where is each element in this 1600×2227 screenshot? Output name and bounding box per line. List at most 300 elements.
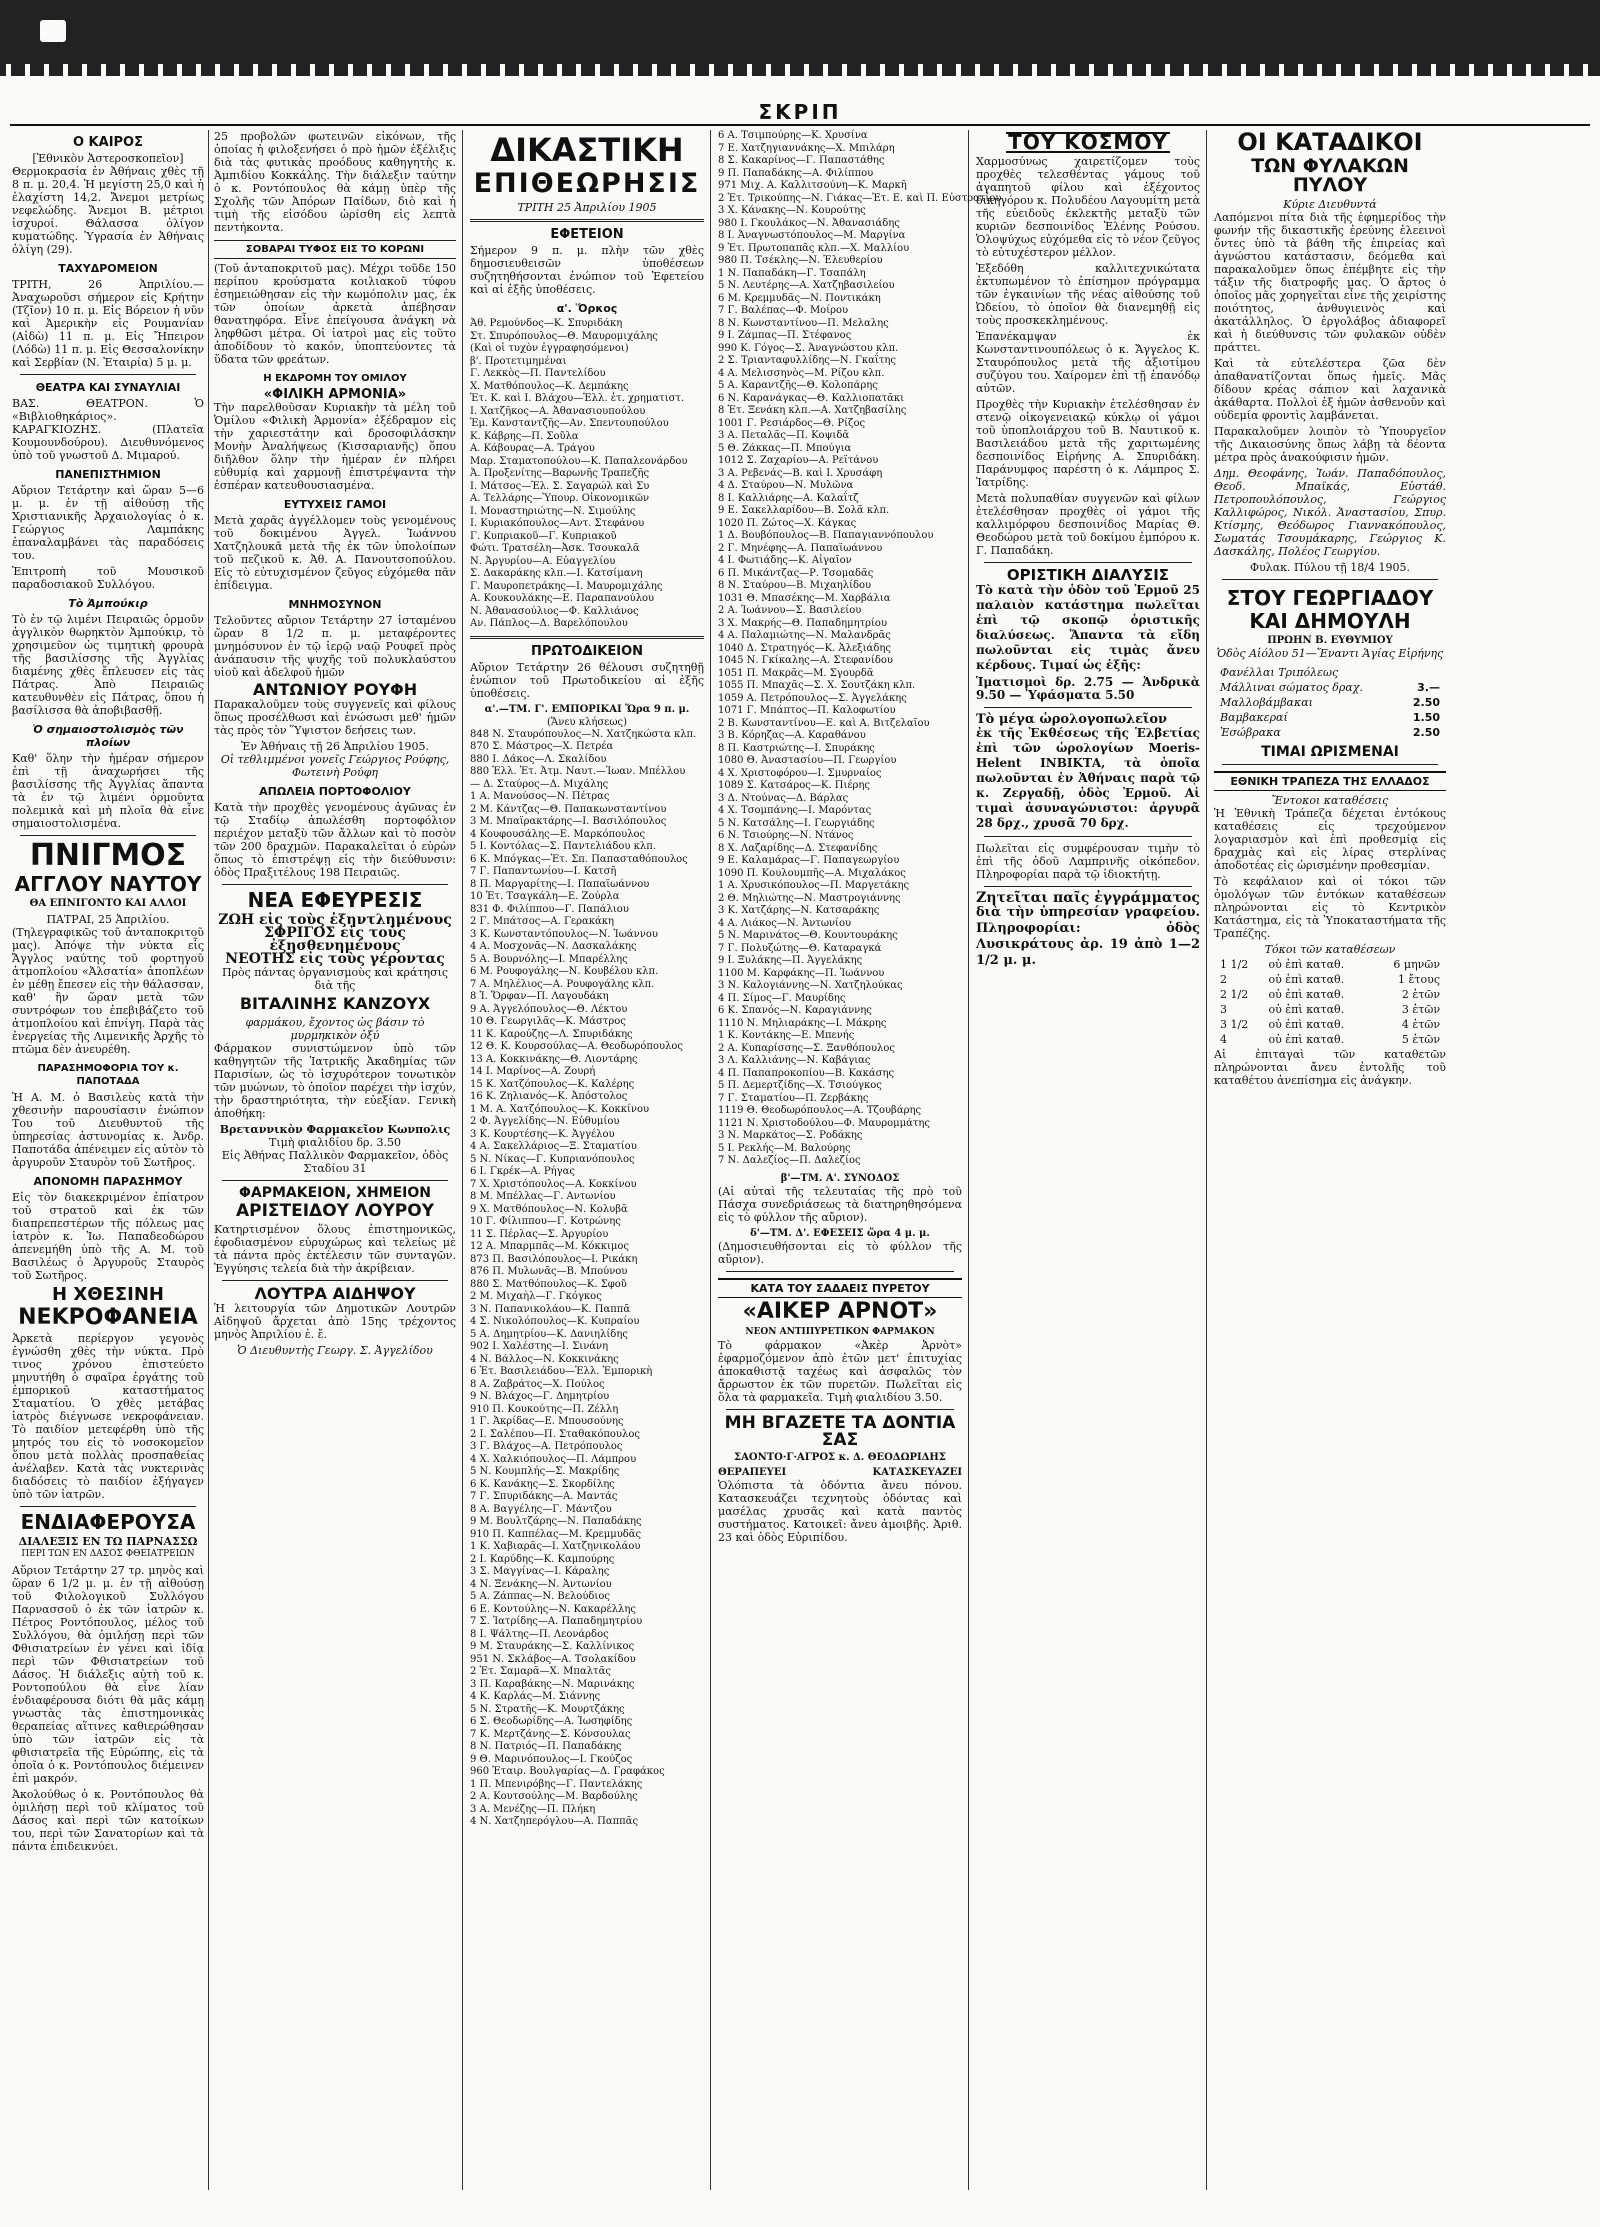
case-line: 9 Ι. Ξυλάκης—Π. Ἀγγελάκης (718, 955, 863, 966)
convicts-title: ΟΙ ΚΑΤΑΔΙΚΟΙ (1237, 128, 1423, 156)
case-line: 9 Χ. Ματθόπουλος—Ν. Κολυβᾶ (470, 1203, 628, 1215)
rate-label: 1 1/2 (1220, 958, 1249, 971)
invention-vigor: ΣΦΡΙΓΟΣ εἰς τοὺς ἐξησθενημένους (264, 925, 406, 954)
case-line: 5 Ν. Κατσάλης—Ι. Γεωργιάδης (718, 817, 875, 829)
case-line: (Καὶ οἱ τυχὸν ἐγγραφησόμενοι) (470, 343, 629, 354)
case-line: 10 Γ. Φίλιππου—Γ. Κοτρώνης (470, 1216, 621, 1227)
rate-text: οὐ ἐπὶ καταθ. (1268, 973, 1345, 986)
case-line: 8 Ι. Ἀναγνωστόπουλος—Μ. Μαργίνα (718, 230, 906, 241)
liquidation-text: Τὸ κατὰ τὴν ὁδὸν τοῦ Ἑρμοῦ 25 παλαιὸν κατάστημα πωλεῖται ἐπὶ τῷ σκοπῷ ὁριστικῆς διαλύσεως. Ἅπαντα τὰ εἴδη πωλοῦνται εἰς τιμὰς ἄνευ κέρδους. Τιμαί ὡς ἑξῆς: (976, 583, 1200, 672)
georgiadis-title-2: ΚΑΙ ΔΗΜΟΥΛΗ (1249, 609, 1411, 633)
case-line: Ι. Κυριακόπουλος—Αντ. Στεφάνου (470, 518, 645, 529)
case-line: 5 Ι. Ρεκλής—Μ. Βαλούρης (718, 1142, 851, 1154)
price-row (1216, 681, 1444, 694)
convicts-place: Φυλακ. Πύλου τῇ 18/4 1905. (1250, 561, 1410, 574)
case-line: 9 Ε. Καλαμάρας—Γ. Παπαγεωργίου (718, 855, 900, 866)
case-line: 1040 Δ. Στρατηγός—Κ. Ἀλεξιάδης (718, 642, 891, 654)
case-line: 5 Ν. Λευτέρης—Α. Χατζηβασιλείου (718, 280, 895, 291)
memorial-text-2: Παρακαλοῦμεν τοὺς συγγενεῖς καὶ φίλους ὅπως προσέλθωσι καὶ ἑνώσωσι μεθ' ἡμῶν τὰς πρὸς τὸν Ὕψιστον δεήσεις των. (214, 698, 456, 737)
bank-text-2: Τὸ κεφάλαιον καὶ οἱ τόκοι τῶν ὁμολόγων τῶν ἐντόκων καταθέσεων πληρώνονται εἰς τὸ Κεντρικὸν Κατάστημα, εἰς τὰ Ὑποκαταστήματα τῆς Τραπέζης. (1214, 875, 1446, 940)
case-line: 2 Ἐτ. Σαμαρᾶ—Χ. Μπαλτᾶς (470, 1666, 611, 1677)
baths-text: Ἡ λειτουργία τῶν Δημοτικῶν Λουτρῶν Αἰδηψοῦ ἄρχεται ἀπὸ 15ης τρέχοντος μηνὸς Ἀπριλίου ἐ. ἔ. (214, 1302, 456, 1341)
case-line: Ι. Χατζῆκος—Α. Ἀθανασιουπούλου (470, 405, 646, 417)
case-line: 4 Δ. Σταύρου—Ν. Μυλῶνα (718, 480, 854, 491)
post-title: ΤΑΧΥΔΡΟΜΕΙΟΝ (58, 262, 158, 275)
case-line: 8 Π. Καστριώτης—Ι. Σπυράκης (718, 742, 875, 754)
case-line: 7 Γ. Σταματίου—Π. Ζερβάκης (718, 1092, 869, 1104)
case-line: 4 Α. Σακελλάριος—Ξ. Σταματίου (470, 1141, 637, 1152)
theatre-title: ΘΕΑΤΡΑ ΚΑΙ ΣΥΝΑΥΛΙΑΙ (35, 381, 181, 394)
award-text: Εἰς τὸν διακεκριμένον ἐπίατρον τοῦ στρατοῦ καὶ ἐκ τῶν διαπρεπεστέρων τῆς πόλεως μας ἰατρὸν κ. Ἰω. Παπαδεοδώρου ἀπενεμήθη ὑπὸ τῆς Α. Μ. τοῦ Βασιλέως ὁ Ἀργυροῦς Σταυρὸς τοῦ Σωτῆρος. (12, 1191, 204, 1282)
case-line: 4 Π. Παπαπροκοπίου—Β. Κακάσης (718, 1067, 895, 1079)
excursion-subtitle: «ΦΙΛΙΚΗ ΑΡΜΟΝΙΑ» (263, 387, 407, 402)
case-line: 1 Π. Μπενιρόβης—Γ. Παντελάκης (470, 1778, 643, 1790)
pharmacy-name: ΑΡΙΣΤΕΙΔΟΥ ΛΟΥΡΟΥ (235, 1201, 435, 1221)
item-price: 2.50 (1412, 696, 1440, 709)
case-list-continued (718, 130, 1002, 1168)
memorial-signature: Οἱ τεθλιμμένοι γονεῖς Γεώργιος Ρούφης, Φωτεινὴ Ρούφη (220, 753, 450, 779)
case-line: 6 Π. Μικάντζας—Ρ. Τσομαδᾶς (718, 567, 874, 579)
item-name: Φανέλλαι Τριπόλεως (1220, 666, 1339, 679)
case-line: 8 Π. Μαργαρίτης—Ι. Παπαϊωάννου (470, 878, 650, 890)
case-line: 1121 Ν. Χριστοδούλου—Φ. Μαυρομμάτης (718, 1117, 930, 1129)
case-line: 8 Ἐτ. Ξενάκη κλπ.—Α. Χατζηβασίλης (718, 405, 907, 416)
case-line: 1 Κ. Κοντάκης—Ε. Μπενής (718, 1030, 855, 1041)
case-line: 3 Α. Πεταλᾶς—Π. Κοψιδᾶ (718, 430, 850, 441)
case-line: 9 Μ. Βουλτζάρης—Ν. Παπαδάκης (470, 1516, 642, 1527)
case-line: — Δ. Σταύρος—Δ. Μιχάλης (470, 778, 609, 790)
society-text-5: Μετὰ πολυπαθίαν συγγενῶν καὶ φίλων ἐτελέσθησαν προχθὲς οἱ γάμοι τῆς καλλιμόρφου δεσποινίδος Μαρίας Θ. Θεοδώρου μετὰ τοῦ δοκίμου ἐμπόρου κ. Γ. Παπαδάκη. (976, 492, 1200, 557)
rates-title: Τόκοι τῶν καταθέσεων (1264, 943, 1396, 956)
case-line: Μαρ. Σταματοπούλου—Κ. Παπαλεονάρδου (470, 455, 688, 467)
case-line: Αν. Πάπλος—Δ. Βαρελόπουλου (470, 618, 628, 629)
decoration-title: ΠΑΡΑΣΗΜΟΦΟΡΙΑ ΤΟΥ κ. ΠΑΠΟΤΑΔΑ (37, 1063, 179, 1087)
appeals-text: (Δημοσιευθήσονται εἰς τὸ φύλλον τῆς αὔριον). (718, 1239, 962, 1266)
case-line: 4 Ι. Φωτιάδης—Κ. Αἰγαῖον (718, 555, 852, 566)
item-name: Βαμβακεραί (1220, 711, 1288, 724)
rate-row (1216, 1033, 1444, 1046)
scan-dark-border (0, 0, 1600, 70)
case-line: 971 Μιχ. Α. Καλλιτσούνη—Κ. Μαρκῆ (718, 180, 907, 191)
drowning-dateline: ΠΑΤΡΑΙ, 25 Ἀπριλίου. (46, 913, 170, 926)
case-line: 11 Κ. Καρούζης—Λ. Σπυριδάκης (470, 1028, 633, 1040)
case-line: 5 Α. Δημητρίου—Κ. Δανιηλίδης (470, 1328, 628, 1340)
society-title: ΤΟΥ ΚΟΣΜΟΥ (1006, 132, 1170, 153)
case-line: 2 Γ. Μπάτσος—Α. Γερακάκη (470, 916, 614, 927)
case-line: 6 Μ. Κρεμμυδᾶς—Ν. Ποντικάκη (718, 292, 881, 304)
society-text-3: Ἐπανέκαμψαν ἐκ Κωνσταντινουπόλεως ὁ κ. Ἄγγελος Κ. Σταυρόπουλος μετὰ τῆς ἀξιοτίμου συζύγου του. Χαίρομεν ἐπὶ τῇ ἐπανόδῳ αὐτῶν. (976, 330, 1200, 395)
item-price: 3.— (1417, 681, 1440, 694)
convicts-greeting: Κύριε Διευθυντά (1283, 198, 1377, 211)
case-line: 1031 Θ. Μπασέκης—Μ. Χαρβάλια (718, 592, 891, 604)
case-line: 910 Π. Καππέλας—Μ. Κρεμμυδᾶς (470, 1528, 642, 1540)
case-line: 902 Ι. Χαλέστης—Ι. Σινάνη (470, 1341, 609, 1352)
drowning-headline: ΠΝΙΓΜΟΣ (29, 838, 187, 873)
case-line: 7 Γ. Παπαντωνίου—Ι. Κατσῆ (470, 866, 617, 877)
society-text-2: Ἐξεδόθη καλλιτεχνικώτατα ἐκτυπωμένον τὸ ἐπίσημον πρόγραμμα τῶν ἐγκαινίων τῆς νέας αἰθούσης τοῦ Ὠδείου, τὸ ὁποῖον θὰ διανεμηθῇ εἰς τοὺς προσκεκλημένους. (976, 262, 1200, 327)
item-price: 2.50 (1412, 726, 1440, 739)
fixed-prices: ΤΙΜΑΙ ΩΡΙΣΜΕΝΑΙ (1261, 744, 1399, 760)
case-line: 5 Ν. Μαρινάτος—Θ. Κουντουράκης (718, 930, 898, 941)
rate-row (1216, 988, 1444, 1001)
case-line: 1051 Π. Μακρᾶς—Μ. Σγουρδᾶ (718, 667, 874, 679)
case-line: 8 Ἰ. Ὅρφαν—Π. Λαγουδάκη (470, 991, 609, 1002)
case-line: 6 Ε. Κοντούλης—Ν. Κακαρέλλης (470, 1603, 636, 1615)
case-line: 12 Α. Μπαρμπᾶς—Μ. Κόκκιμος (470, 1241, 629, 1252)
rate-term: 6 μηνῶν (1393, 958, 1440, 971)
commercial-note: (Ἄνευ κλήσεως) (547, 716, 627, 728)
case-line: 6 Σ. Θεοδωρίδης—Α. Ἰωσηφίδης (470, 1716, 633, 1727)
vitaline-store: Βρεταννικὸν Φαρμακεῖον Κωνπολις (219, 1123, 451, 1136)
case-line: Ι. Μοναστηριώτης—Ν. Σιμούλης (470, 505, 636, 517)
invention-youth: ΝΕΟΤΗΣ εἰς τοὺς γέροντας (225, 951, 445, 967)
rate-label: 3 (1220, 1003, 1227, 1016)
case-line: 5 Π. Δεμερτζίδης—Χ. Τσιούγκος (718, 1080, 882, 1091)
rate-row (1216, 958, 1444, 971)
case-line: 4 Χ. Χαλκιόπουλος—Π. Λάμπρου (470, 1453, 637, 1465)
case-line: 2 Μ. Κάντζας—Θ. Παπακωνσταντίνου (470, 803, 667, 815)
rate-label: 2 1/2 (1220, 988, 1249, 1001)
case-line: 951 Ν. Σκλάβος—Α. Τσολακίδου (470, 1653, 636, 1665)
rate-row (1216, 973, 1444, 986)
ampoukir-title: Τὸ Ἀμπούκιρ (68, 597, 148, 610)
case-line: 1 Γ. Ἀκρίδας—Ε. Μπουσούνης (470, 1416, 624, 1427)
commercial-section: α'.—ΤΜ. Γ'. ΕΜΠΟΡΙΚΑΙ Ὥρα 9 π. μ. (484, 703, 690, 715)
case-line: 980 Π. Τσέκλης—Ν. Ἐλευθερίου (718, 255, 883, 266)
drowning-subhead-2: ΘΑ ΕΠΝΙΓΟΝΤΟ ΚΑΙ ΑΛΛΟΙ (29, 898, 187, 909)
vitaline-address: Εἰς Ἀθήνας Παλλικὸν Φαρμακεῖον, ὁδὸς Σταδίου 31 (221, 1149, 449, 1175)
column-1 (12, 130, 204, 2200)
column-3 (470, 130, 704, 2200)
sale-text: Πωλεῖται εἰς συμφέρουσαν τιμὴν τὸ ἐπὶ τῆς ὁδοῦ Λαμπρινῆς οἰκόπεδον. Πληροφορίαι παρὰ τῷ ἰδιοκτήτῃ. (976, 842, 1200, 881)
georgiadis-title: ΣΤΟΥ ΓΕΩΡΓΙΑΔΟΥ (1226, 586, 1434, 610)
case-line: Α. Τελλάρης—Ὑπουρ. Οἰκονομικῶν (470, 493, 650, 504)
case-line: 16 Κ. Ζηλιανός—Κ. Ἀπόστολος (470, 1091, 628, 1102)
case-line: 8 Χ. Λαζαρίδης—Δ. Στεφανίδης (718, 842, 878, 854)
case-line: 3 Α. Ρεβενάς—Β. καὶ Ι. Χρυσάφη (718, 467, 883, 479)
case-line: 1071 Γ. Μπάπτος—Π. Καλοφωτίου (718, 705, 896, 716)
teeth-title: ΜΗ ΒΓΑΖΕΤΕ ΤΑ ΔΟΝΤΙΑ ΣΑΣ (724, 1412, 956, 1450)
case-line: 4 Χ. Τσομπάνης—Ι. Μαρόντας (718, 805, 872, 816)
case-line: 2 Φ. Ἀγγελίδης—Ν. Εὐθυμίου (470, 1116, 620, 1127)
typhus-text: (Τοῦ ἀνταποκριτοῦ μας). Μέχρι τοῦδε 150 περίπου κρούσματα κοιλιακοῦ τύφου ἐσημειώθησαν εἰς τὴν κωμόπολιν μας, ἐκ τῶν ὁποίων ἀρκετὰ ἀπέβησαν θανατηφόρα. Εἶνε ἐπείγουσα ἀνάγκη νὰ ληφθῶσι μέτρα. Οἱ ἰατροὶ μας εἰς τοῦτο ἀποδίδουν τὸ κακόν, ὑποπτεύοντες τὰ ὕδατα τῶν φρεάτων. (214, 262, 456, 366)
case-line: 3 Λ. Καλλιάνης—Ν. Καβάγιας (718, 1055, 871, 1066)
liquidation-prices: Ἱματισμοὶ δρ. 2.75 — Ἀνδρικὰ 9.50 — Ὑφάσματα 5.50 (976, 675, 1200, 702)
case-line: 4 Α. Μελισσηνὸς—Μ. Ρίζου κλπ. (718, 367, 885, 379)
rate-text: οὐ ἐπὶ καταθ. (1268, 988, 1345, 1001)
case-line: Ν. Ἀργυρίου—Α. Εὐαγγελίου (470, 555, 616, 567)
case-line: 1012 Σ. Ζαχαρίου—Α. Ρεϊτάνου (718, 455, 879, 466)
convicts-text-2: Καὶ τὰ εὐτελέστερα ζῶα δὲν ἀπαθανατίζονται ὅπως ἡμεῖς. Μᾶς δίδουν κρέας σάπιον καὶ λαχανικὰ ἀκάθαρτα. Πολλοὶ ἐξ ἡμῶν ἀσθενοῦν καὶ οὐδεμία φροντὶς λαμβάνεται. (1214, 357, 1446, 422)
pharmacy-title: ΦΑΡΜΑΚΕΙΟΝ, ΧΗΜΕΙΟΝ (238, 1185, 432, 1201)
case-line: 2 Ἐτ. Τρικούπης—Ν. Γιάκας—Ἐτ. Ε. καὶ Π. Εὐστρατίου (718, 192, 1002, 204)
case-line: 6 Ν. Καρανάγκας—Θ. Καλλιοπατᾶκι (718, 392, 905, 404)
society-text-4: Προχθὲς τὴν Κυριακὴν ἐτελέσθησαν ἐν στενῷ οἰκογενειακῷ κύκλῳ οἱ γάμοι τοῦ ὑποπλοιάρχου τοῦ Β. Ναυτικοῦ κ. Βασιλειάδου μετὰ τῆς χαριτωμένης δεσποινίδος Εἰρήνης Α. Σπυριδάκη. Παράνυμφος παρέστη ὁ κ. Λάμπρος Σ. Ἰατρίδης. (976, 398, 1200, 489)
synod-text: (Αἱ αὐταὶ τῆς τελευταίας τῆς πρὸ τοῦ Πάσχα συνεδριάσεως τὰ διατηρηθησόμενα εἰς τὸ φύλλον τῆς αὔριον). (718, 1184, 962, 1224)
vitaline-subtitle: φαρμάκου, ἔχοντος ὡς βάσιν τὸ μυρμηκικὸν ὀξύ (245, 1016, 425, 1042)
lecture-continued: 25 προβολῶν φωτεινῶν εἰκόνων, τῆς ὁποίας ἡ φιλοξενήσει ὁ πρὸ ἡμῶν ἐξέλιξις διὰ τὰς φυτικὰς προόδους καθηγητὴς κ. Ἀμπιδίου Κοκκάλης. Τὴν διάλεξιν ταύτην ὁ κ. Ροντόπουλος θὰ κάμῃ ὑπὲρ τῆς Σχολῆς τῶν Ἀπόρων Παίδων, διὸ καὶ ἡ τιμὴ τῆς εἰσόδου ὡρίσθη εἰς λεπτὰ πεντήκοντα. (214, 130, 456, 234)
case-line: 7 Σ. Ἰατρίδης—Α. Παπαδημητρίου (470, 1616, 643, 1627)
makes-label: ΚΑΤΑΣΚΕΥΑΖΕΙ (872, 1466, 962, 1478)
case-line: 880 Ἑλλ. Ἐτ. Ἀτμ. Ναυτ.—Ἰωαν. Μπέλλου (470, 766, 686, 777)
music-note: Ἐπιτροπὴ τοῦ Μουσικοῦ παραδοσιακοῦ Συλλόγου. (12, 565, 204, 591)
vitaline-name: ΒΙΤΑΛΙΝΗΣ ΚΑΝΖΟΥΧ (239, 994, 431, 1013)
vitaline-price: Τιμὴ φιαλιδίου δρ. 3.50 (269, 1136, 401, 1149)
drowning-subhead: ΑΓΓΛΟΥ ΝΑΥΤΟΥ (14, 872, 202, 896)
case-line: 5 Ν. Κουμπλής—Σ. Μακρίδης (470, 1466, 620, 1477)
case-line: 876 Π. Μυλωνᾶς—Β. Μπούνου (470, 1266, 628, 1277)
case-line: 4 Κ. Καρλάς—Μ. Σιάννης (470, 1691, 601, 1702)
case-line: 1 Δ. Βουβόπουλος—Β. Παπαγιαννόπουλου (718, 530, 934, 541)
column-4 (718, 130, 1002, 2200)
case-line: 13 Α. Κοκκινάκης—Θ. Λιοντάρης (470, 1053, 638, 1065)
case-line: Α. Κάβουρας—Α. Τράγου (470, 443, 595, 454)
case-line: Στ. Σπυρόπουλος—Θ. Μαυρομιχάλης (470, 330, 658, 342)
interesting-title: ΕΝΔΙΑΦΕΡΟΥΣΑ (20, 1510, 196, 1534)
oath-heading: α'. Ὅρκος (556, 302, 618, 315)
case-line: 3 Κ. Κωνσταντόπουλος—Ν. Ἰωάννου (470, 928, 658, 940)
case-line: 2 Θ. Μηλιώτης—Ν. Μαστρογιάννης (718, 892, 901, 904)
case-line: Κ. Κάβρης—Π. Σοῦλα (470, 430, 579, 442)
case-line: 960 Ἐταιρ. Βουλγαρίας—Δ. Γραφάκος (470, 1766, 665, 1777)
case-line: 9 Ν. Βλάχος—Γ. Δημητρίου (470, 1391, 610, 1402)
case-line: 8 Ν. Κωνσταντίνου—Π. Μελαλης (718, 317, 889, 329)
case-line: 1055 Π. Μπαχᾶς—Σ. Χ. Σουτζάκη κλπ. (718, 680, 916, 691)
item-name: Μάλλιναι σώματος δραχ. (1220, 681, 1363, 694)
case-line: 1 Ν. Παπαδάκη—Γ. Τσαπάλη (718, 267, 866, 279)
case-line: 3 Χ. Μακρής—Θ. Παπαδημητρίου (718, 617, 888, 629)
bank-footer: Αἱ ἐπιταγαὶ τῶν καταθετῶν πληρώνονται ἄνευ ἐντολῆς τοῦ καταθέτου ἀνεπίσημα εἰς ἀνάγκην. (1214, 1048, 1446, 1087)
rate-text: οὐ ἐπὶ καταθ. (1268, 958, 1345, 971)
case-line: 8 Ι. Καλλιάρης—Α. Καλαΐτζ (718, 492, 859, 504)
case-line: 870 Σ. Μάστρος—Χ. Πετρέα (470, 741, 614, 752)
akker-arnot-name: «ΑΙΚΕΡ ΑΡΝΟΤ» (742, 1298, 938, 1324)
lecture-text: Αὔριον Τετάρτην 27 τρ. μηνὸς καὶ ὥραν 6 1/2 μ. μ. ἐν τῇ αἰθούσῃ τοῦ Φιλολογικοῦ Συλλόγου Παρνασσοῦ ὁ ἐκ τῶν ἰατρῶν κ. Πέτρος Ροντόπουλος, μέλος τοῦ Συλλόγου, θὰ ὁμιλήσῃ περὶ τῶν Φθισιατρείων ἐν γένει καὶ ἰδίᾳ περὶ τῶν Φθισιατρείων τοῦ Δάσος. Ἡ διάλεξις αὐτὴ τοῦ κ. Ροντοπούλου θὰ εἶνε λίαν ἐνδιαφέρουσα διότι θὰ μᾶς κάμῃ γνωστὰς τὰς ἐπιστημονικὰς θεραπείας αἵτινες καθιερώθησαν ὑπὸ τῶν ἰατρῶν εἰς τὰ φθισιατρεῖα τῆς Εὐρώπης, εἰς τὰ ὁποῖα ὁ κ. Ροντόπουλος διέμεινεν ἐπὶ μακρόν. (12, 1564, 204, 1785)
case-line: 1100 Μ. Καρφάκης—Π. Ἰωάννου (718, 967, 885, 979)
yesterday-title: Η ΧΘΕΣΙΝΗ (52, 1284, 164, 1305)
case-line: 880 Ι. Δάκος—Λ. Σκαλίδου (470, 753, 607, 765)
case-line: 4 Α. Λιάκος—Ν. Ἀντωνίου (718, 917, 852, 929)
case-line: Ι. Μάτσος—Ἐλ. Σ. Σαγαρώλ καὶ Συ (470, 480, 650, 492)
case-line: 3 Α. Μενέζης—Π. Πλήκη (470, 1803, 596, 1815)
flags-text: Καθ' ὅλην τὴν ἡμέραν σήμερον ἐπὶ τῇ ἀναχωρήσει τῆς βασιλίσσης τῆς Ἀγγλίας ἅπαντα τὰ ἐν τῷ λιμένι ὁρμοῦντα πολεμικὰ καὶ μὴ πλοῖα θὰ εἶνε σημαιοστολισμένα. (12, 752, 204, 830)
weddings-text: Μετὰ χαρᾶς ἀγγέλλομεν τοὺς γενομένους τοῦ δοκιμένου Ἀγγελ. Ἰωάννου Χατζηλουκᾶ μετὰ τῆς ἐκ τῶν ὑπολοίπων τοῦ πεζικοῦ κ. Ἀθ. Α. Πανουτσοπούλου. Εἰς τὸ εὐτυχισμένον ζεῦγος εὐχόμεθα πᾶν ἐπίδειγμα. (214, 514, 456, 592)
baths-signature: Ὁ Διευθυντὴς Γεωργ. Σ. Ἀγγελίδου (237, 1344, 433, 1357)
invention-title: ΝΕΑ ΕΦΕΥΡΕΣΙΣ (247, 888, 423, 912)
bank-text-1: Ἡ Ἐθνικὴ Τράπεζα δέχεται ἐντόκους καταθέσεις εἰς τρεχούμενον λογαριασμὸν καὶ ἐπὶ προθεσμίᾳ εἰς δραχμὰς καὶ εἰς λίρας στερλίνας ἀποδοτέας εἰς ὡρισμένην προθεσμίαν. (1214, 807, 1446, 872)
case-line: 3 Γ. Βλάχος—Α. Πετρόπουλος (470, 1441, 623, 1452)
rate-label: 2 (1220, 973, 1227, 986)
case-line: 7 Ε. Χατζηγιαννάκης—Χ. Μπιλάρη (718, 142, 895, 154)
case-line: 3 Π. Καραβάκης—Ν. Μαρινάκης (470, 1678, 635, 1690)
award-title: ΑΠΟΝΟΜΗ ΠΑΡΑΣΗΜΟΥ (33, 1175, 183, 1188)
apparent-death-headline: ΝΕΚΡΟΦΑΝΕΙΑ (18, 1305, 198, 1330)
case-line: 8 Α. Ζαβράτος—Χ. Πούλος (470, 1378, 605, 1390)
item-price: 1.50 (1412, 711, 1440, 724)
case-line: 9 Μ. Σταυράκης—Σ. Καλλίνικος (470, 1641, 635, 1652)
case-line: 1080 Θ. Ἀναστασίου—Π. Γεωργίου (718, 755, 897, 766)
case-line: 15 Κ. Χατζόπουλος—Κ. Καλέρης (470, 1078, 635, 1090)
case-line: 3 Μ. Μπαϊρακτάρης—Ι. Βασιλόπουλος (470, 816, 667, 827)
excursion-text: Τὴν παρελθοῦσαν Κυριακὴν τὰ μέλη τοῦ Ὁμίλου «Φιλικὴ Ἁρμονία» ἐξέδραμον εἰς τὴν χαριεστάτην καὶ δροσοφιλάσκην Μονὴν Ἀναλήψεως (Κισσαριανῆς) ὅπου διῆλθον ὅλην τὴν ἡμέραν ἐν πλήρει εὐθυμίᾳ καὶ χαρμονῇ ἐπιστρέψαντα τὴν ἑσπέραν κατευθουσιασμένα. (214, 401, 456, 492)
case-line: 8 Σ. Κακαρίνος—Γ. Παπαστάθης (718, 155, 885, 166)
decoration-text: Ἡ Α. Μ. ὁ Βασιλεὺς κατὰ τὴν χθεσινὴν παρουσίασιν ἐνώπιον Του τοῦ Διευθυντοῦ τῆς ὑπηρεσίας ἀστυνομίας κ. Ἀνδρ. Παποτάδα ἀπένειμεν εἰς αὐτὸν τὸ ἀργυροῦν Σταυρὸν τοῦ Σωτῆρος. (12, 1091, 204, 1169)
case-line: Φώτι. Τρατσέλη—Ἀσκ. Τσουκαλᾶ (470, 543, 640, 554)
case-line: 5 Ι. Κοντόλας—Σ. Παντελιάδου κλπ. (470, 841, 657, 852)
case-line: 6 Μ. Ρουφογάλης—Ν. Κουβέλου κλπ. (470, 966, 659, 977)
bank-subtitle: Ἔντοκοι καταθέσεις (1271, 794, 1389, 807)
court-review-title: ΔΙΚΑΣΤΙΚΗ (490, 131, 684, 169)
georgiadis-former: ΠΡΩΗΝ Β. ΕΥΘΥΜΙΟΥ (1267, 635, 1393, 646)
flags-title: Ὁ σημαιοστολισμὸς τῶν πλοίων (32, 723, 184, 749)
convicts-subtitle: ΤΩΝ ΦΥΛΑΚΩΝ ΠΥΛΟΥ (1251, 155, 1409, 196)
case-line: 5 Α. Βουρνόλης—Ι. Μπαρέλλης (470, 953, 628, 965)
case-line: 3 Δ. Ντούνας—Δ. Βάρλας (718, 792, 849, 804)
first-instance-case-list (470, 729, 704, 1829)
case-line: 3 Ν. Μαρκάτος—Σ. Ροδάκης (718, 1130, 863, 1141)
case-line: 9 Θ. Μαρινόπουλος—Ι. Γκούζος (470, 1753, 633, 1765)
appeals-title: δ'—ΤΜ. Δ'. ΕΦΕΣΕΙΣ ὥρα 4 μ. μ. (750, 1227, 930, 1239)
case-line: 5 Α. Καραντζῆς—Θ. Κολοπάρης (718, 380, 878, 391)
case-line: Γ. Λεκκὸς—Π. Παντελίδου (470, 368, 606, 379)
typhus-title: ΣΟΒΑΡΑΙ ΤΥΦΟΣ ΕΙΣ ΤΟ ΚΟΡΩΝΙ (214, 240, 456, 259)
case-line: 3 Β. Κόρηζας—Α. Καραθάνου (718, 730, 866, 741)
case-line: 1 Α. Χρυσικόπουλος—Π. Μαργετάκης (718, 880, 910, 891)
dentist-name: ΣΑΟΝΤΟ·Γ·ΑΓΡΟΣ κ. Δ. ΘΕΟΔΩΡΙΔΗΣ (734, 1451, 946, 1463)
item-name: Μαλλοβάμβακαι (1220, 696, 1313, 709)
court-review-title-2: ΕΠΙΘΕΩΡΗΣΙΣ (473, 168, 701, 199)
case-line: 990 Κ. Γόγος—Σ. Ἀναγνώστου κλπ. (718, 342, 899, 354)
case-line: 7 Γ. Σπυριδάκης—Α. Μαντάς (470, 1491, 618, 1502)
case-line: 3 Ν. Καλογιάννης—Ν. Χατζηλούκας (718, 980, 903, 991)
post-text: ΤΡΙΤΗ, 26 Ἀπριλίου.—Ἀναχωροῦσι σήμερον εἰς Κρήτην (Τζῖον) 10 π. μ. Εἰς Βόρειον ἡ νῦν καὶ Ἀμερικὴν εἰς Ρουμανίαν (Αἰδὼ) 11 π. μ. Εἰς Ἤπειρον (Λόδὼ) 11 π. μ. Εἰς Θεσσαλονίκην καὶ Σερβίαν (Ν. Ἐταιρία) 5 μ. μ. (12, 278, 205, 369)
treats-label: ΘΕΡΑΠΕΥΕΙ (718, 1466, 787, 1478)
weather-subtitle: [Ἐθνικὸν Ἀστεροσκοπεῖον] (32, 152, 184, 165)
case-line: 5 Α. Ζάππας—Ν. Βελούδιος (470, 1591, 610, 1602)
case-line: 6 Κ. Σπανός—Ν. Καραγιάννης (718, 1005, 872, 1016)
theatre-text: ΒΑΣ. ΘΕΑΤΡΟΝ. Ὁ «Βιβλιοθηκάριος». ΚΑΡΑΓΚΙΟΖΗΣ. (Πλατεῖα Κουμουνδούρου). Διευθυνόμενος ὑπὸ τοῦ γνωστοῦ Δ. Μιμαρού. (12, 397, 204, 462)
bank-title: ΕΘΝΙΚΗ ΤΡΑΠΕΖΑ ΤΗΣ ΕΛΛΑΔΟΣ (1214, 771, 1446, 791)
case-line: 10 Ἐτ. Τσαγκάλη—Ε. Ζούρλα (470, 891, 620, 902)
case-line: 1059 Α. Πετρόπουλος—Σ. Ἀγγελάκης (718, 692, 907, 704)
case-line: 9 Α. Ἀγγελόπουλος—Θ. Λέκτου (470, 1003, 628, 1015)
case-line: Ν. Ἀθανασούλιος—Φ. Καλλιάνος (470, 605, 639, 617)
invention-life: ΖΩΗ εἰς τοὺς ἐξηντλημένους (218, 912, 452, 928)
memorial-title: ΜΝΗΜΟΣΥΝΟΝ (288, 598, 382, 611)
drowning-text: (Τηλεγραφικῶς τοῦ ἀνταποκριτοῦ μας). Ἀπόψε τὴν νύκτα εἷς Ἄγγλος ναύτης τοῦ φορτηγοῦ ἀτμοπλοίου «Ἀλσατία» ἀποπλέων ἐν μέθῃ ἔπεσεν εἰς τὴν θάλασσαν, καθ' ἣν ὥραν μετὰ τῶν συντρόφων του ἐπεβιβάζετο τοῦ ἀτμοπλοίου καὶ ἐπνίγη. Παρὰ τὰς ἐνεργείας τῆς Λιμενικῆς Ἀρχῆς τὸ πτῶμα δὲν ἀνευρέθη. (12, 926, 204, 1056)
georgiadis-address: Ὁδὸς Αἰόλου 51—Ἔναντι Ἁγίας Εἰρήνης (1216, 647, 1444, 660)
case-line: 1 Α. Μανούσος—Ν. Πέτρας (470, 791, 610, 802)
price-row (1216, 726, 1444, 739)
case-line: 6 Ι. Γκρέκ—Α. Ρήγας (470, 1166, 575, 1177)
item-price (1401, 666, 1444, 679)
case-line: 9 Π. Παπαδάκης—Α. Φιλίππου (718, 167, 874, 179)
case-line: 11 Σ. Πέρλας—Σ. Ἀργυρίου (470, 1228, 609, 1240)
rate-row (1216, 1018, 1444, 1031)
case-line: Ἀθ. Ρεμούνδος—Κ. Σπυριδάκη (470, 318, 623, 329)
case-line: 3 Ν. Παπανικολάου—Κ. Παππᾶ (470, 1303, 631, 1315)
case-line: 4 Ν. Χατζηπερόγλου—Α. Παππᾶς (470, 1816, 639, 1827)
case-line: 3 Σ. Μαγγίνας—Ι. Κάραλης (470, 1566, 610, 1577)
georgiadis-price-table (1214, 664, 1446, 741)
case-line: 14 Ι. Μαρίνος—Α. Ζουρή (470, 1066, 596, 1077)
appeals-case-list (470, 318, 704, 631)
case-line: 7 Γ. Βαλέπας—Φ. Μοίρου (718, 305, 849, 316)
case-line: 8 Ν. Πατριός—Π. Παπαδάκης (470, 1741, 622, 1752)
rate-text: οὐ ἐπὶ καταθ. (1268, 1033, 1345, 1046)
memorial-date: Ἐν Ἀθήναις τῇ 26 Ἀπριλίου 1905. (240, 740, 429, 753)
university-title: ΠΑΝΕΠΙΣΤΗΜΙΟΝ (55, 468, 161, 481)
case-line: 2 Α. Κουτσούλης—Μ. Βαρδούλης (470, 1791, 638, 1802)
case-line: 1045 Ν. Γκίκαλης—Α. Στεφανίδου (718, 655, 894, 666)
case-line: 1089 Σ. Κατσάρος—Κ. Πιέρης (718, 780, 871, 791)
case-line: 3 Κ. Κουρτέσης—Κ. Ἀγγέλου (470, 1128, 615, 1140)
column-6 (1214, 130, 1446, 2200)
case-line: 8 Ι. Ψάλτης—Π. Λεονάρδος (470, 1628, 609, 1640)
case-line: Α. Κουκουλάκης—Ε. Παραπανούλου (470, 593, 655, 604)
case-line: 2 Β. Κωνσταντίνου—Ε. καὶ Α. Βιτζελαῖου (718, 717, 930, 729)
case-line: 3 Κ. Χατζάρης—Ν. Κατσαράκης (718, 905, 880, 916)
case-line: 8 Μ. Μπέλλας—Γ. Αντωνίου (470, 1191, 616, 1202)
memorial-text: Τελοῦντες αὔριον Τετάρτην 27 ἰσταμένου ὥραν 8 1/2 π. μ. μεταφέροντες μνημόσυνον ἐν τῷ ἱερῷ ναῷ Ρουφεῖ πρὸς ἀνάπαυσιν τῆς ψυχῆς τοῦ πολυκλαύστου υἱοῦ καὶ ἀδελφοῦ ἡμῶν (214, 614, 456, 679)
invention-text: Πρὸς πάντας ὀργανισμοὺς καὶ κράτησις διὰ τῆς (221, 966, 449, 992)
case-line: 2 Ι. Σαλέπου—Π. Σταθακόπουλος (470, 1428, 640, 1440)
case-line: 848 Ν. Σταυρόπουλος—Ν. Χατζηκώστα κλπ. (470, 728, 697, 740)
case-line: 2 Α. Κυπαρίσσης—Σ. Ξανθόπουλος (718, 1042, 896, 1054)
convicts-signatures: Δημ. Θεοφάνης, Ἰωάν. Παπαδόπουλος, Θεοδ. Μπαϊκάς, Εὐστάθ. Πετροπουλόπουλος, Γεώργιος Καλλιφώρος, Νικόλ. Ἀναστασίου, Σπυρ. Κτίσμης, Θεόδωρος Γιαννακόπουλος, Σωματάς Τσουμάκαρης, Γεώργιος Κ. Δασκάλης, Πολέος Γεωργίου. (1214, 467, 1446, 558)
case-line: Γ. Μαυροπετράκης—Ι. Μαυρομιχάλης (470, 580, 663, 592)
case-line: 5 Ν. Νίκας—Γ. Κυπριανόπουλος (470, 1153, 635, 1165)
running-head: ΣΚΡΙΠ (758, 100, 842, 124)
rate-term: 3 ἐτῶν (1401, 1003, 1440, 1016)
wanted-title: Ζητεῖται παῖς ἐγγράμματος (976, 890, 1200, 906)
rate-term: 2 ἐτῶν (1401, 988, 1440, 1001)
akker-text: Τὸ φάρμακον «Ἀκὲρ Ἀρνὸτ» ἐφαρμοζόμενον ἀπὸ ἐτῶν μετ' ἐπιτυχίας ἀποκαθιστᾷ ταχέως καὶ ἀσφαλῶς τὸν ἄρρωστον ἐκ τῶν πυρετῶν. Πωλεῖται εἰς ὅλα τὰ φαρμακεῖα. Τιμὴ φιαλιδίου 3.50. (718, 1338, 962, 1404)
case-line: 4 Ν. Βάλλος—Ν. Κοκκινάκης (470, 1353, 619, 1365)
case-line: 9 Ἐτ. Πρωτοπαπᾶς κλπ.—Χ. Μαλλίου (718, 242, 910, 254)
case-line: 4 Α. Παλαμιώτης—Ν. Μαλανδρᾶς (718, 630, 891, 641)
watchmaker-title: Τὸ μέγα ὡρολογοπωλεῖον (976, 712, 1168, 727)
case-line: 7 Ν. Δαλεζίος—Π. Δαλεζίος (718, 1155, 861, 1166)
society-text-1: Χαρμοσύνως χαιρετίζομεν τοὺς προχθὲς τελεσθέντας γάμους τοῦ ἀγαπητοῦ φίλου καὶ ἐξέχοντος δικηγόρου κ. Πολυδέου Λαγουμίτη μετὰ τῆς εὐειδοῦς ἐκλεκτῆς μεταξὺ τῶν κυριῶν δεσποινίδος Ἑλένης Ρούσου. Ὁλοψύχως εὐχόμεθα εἰς τὸ νέον ζεῦγος τὸ εὐτυχέστερον μέλλον. (976, 155, 1200, 259)
case-line: Ἀ. Προξενίτης—Βαρωνῆς Τραπεζῆς (470, 468, 650, 479)
appeals-court-text: Σήμερον 9 π. μ. πλὴν τῶν χθὲς δημοσιευθεισῶν ὑποθέσεων συζητηθήσονται ἐνώπιον τοῦ Ἐφετείου καὶ αἱ ἑξῆς ὑποθέσεις. (470, 244, 704, 296)
rate-term: 5 ἐτῶν (1401, 1033, 1440, 1046)
case-line: 2 Μ. Μιχαὴλ—Γ. Γκόγκος (470, 1291, 602, 1302)
interest-rate-table (1214, 956, 1446, 1048)
case-line: 910 Π. Κουκούτης—Π. Ζέλλη (470, 1403, 619, 1415)
case-line: 6 Κ. Μπόγκας—Ἐτ. Σπ. Παπασταθόπουλος (470, 853, 688, 865)
case-line: 980 Ι. Γκουλάκος—Ν. Ἀθανασιάδης (718, 217, 900, 229)
case-line: 2 Α. Ἰωάννου—Σ. Βασιλείου (718, 605, 862, 616)
case-line: Γ. Κυπριακοῦ—Γ. Κυπριακοῦ (470, 530, 617, 542)
case-line: 4 Χ. Χριστοφόρου—Ι. Σμυρναίος (718, 767, 882, 779)
weather-text: Θερμοκρασία ἐν Ἀθήναις χθὲς τῇ 8 π. μ. 20,4. Ἡ μεγίστη 25,0 καὶ ἡ ἐλαχίστη 14,2. Ἄνεμοι μετρίως νεφελώδης. Ἄνεμοι Β. μέτριοι ἰσχυροί. Θάλασσα ὀλίγον κυματώδης. Ὑγρασία ἐν Ἀθήναις ὀλίγη (29). (12, 165, 204, 256)
synod-title: β'—ΤΜ. Α'. ΣΥΝΟΔΟΣ (780, 1172, 900, 1184)
case-line: 1001 Γ. Ρεσιάρδος—Θ. Ρίζος (718, 417, 866, 429)
akker-subtitle: ΝΕΟΝ ΑΝΤΙΠΥΡΕΤΙΚΟΝ ΦΑΡΜΑΚΟΝ (745, 1326, 935, 1337)
liquidation-title: ΟΡΙΣΤΙΚΗ ΔΙΑΛΥΣΙΣ (1006, 566, 1170, 584)
weather-title: Ο ΚΑΙΡΟΣ (72, 135, 143, 150)
case-line: 1 Μ. Α. Χατζόπουλος—Κ. Κοκκίνου (470, 1103, 650, 1115)
case-line: 10 Θ. Γεωργιλᾶς—Κ. Μάστρος (470, 1016, 626, 1027)
university-text: Αὔριον Τετάρτην καὶ ὥραν 5—6 μ. μ. ἐν τῇ αἰθούσῃ τῆς Χριστιανικῆς Ἀρχαιολογίας ὁ κ. Γεώργιος Λαμπάκης ἐπαναλαμβάνει τὰς παραδόσεις του. (12, 484, 204, 562)
first-instance-text: Αὔριον Τετάρτην 26 θέλουσι συζητηθῇ ἐνώπιον τοῦ Πρωτοδικείου αἱ ἑξῆς ὑποθέσεις. (470, 660, 704, 700)
case-line: 1110 Ν. Μηλιαράκης—Ι. Μάκρης (718, 1017, 887, 1029)
case-line: 5 Ν. Στρατῆς—Κ. Μουρτζάκης (470, 1703, 625, 1715)
rate-term: 1 ἔτους (1398, 973, 1440, 986)
case-line: 9 Ι. Ζάμπας—Π. Στέφανος (718, 330, 852, 341)
